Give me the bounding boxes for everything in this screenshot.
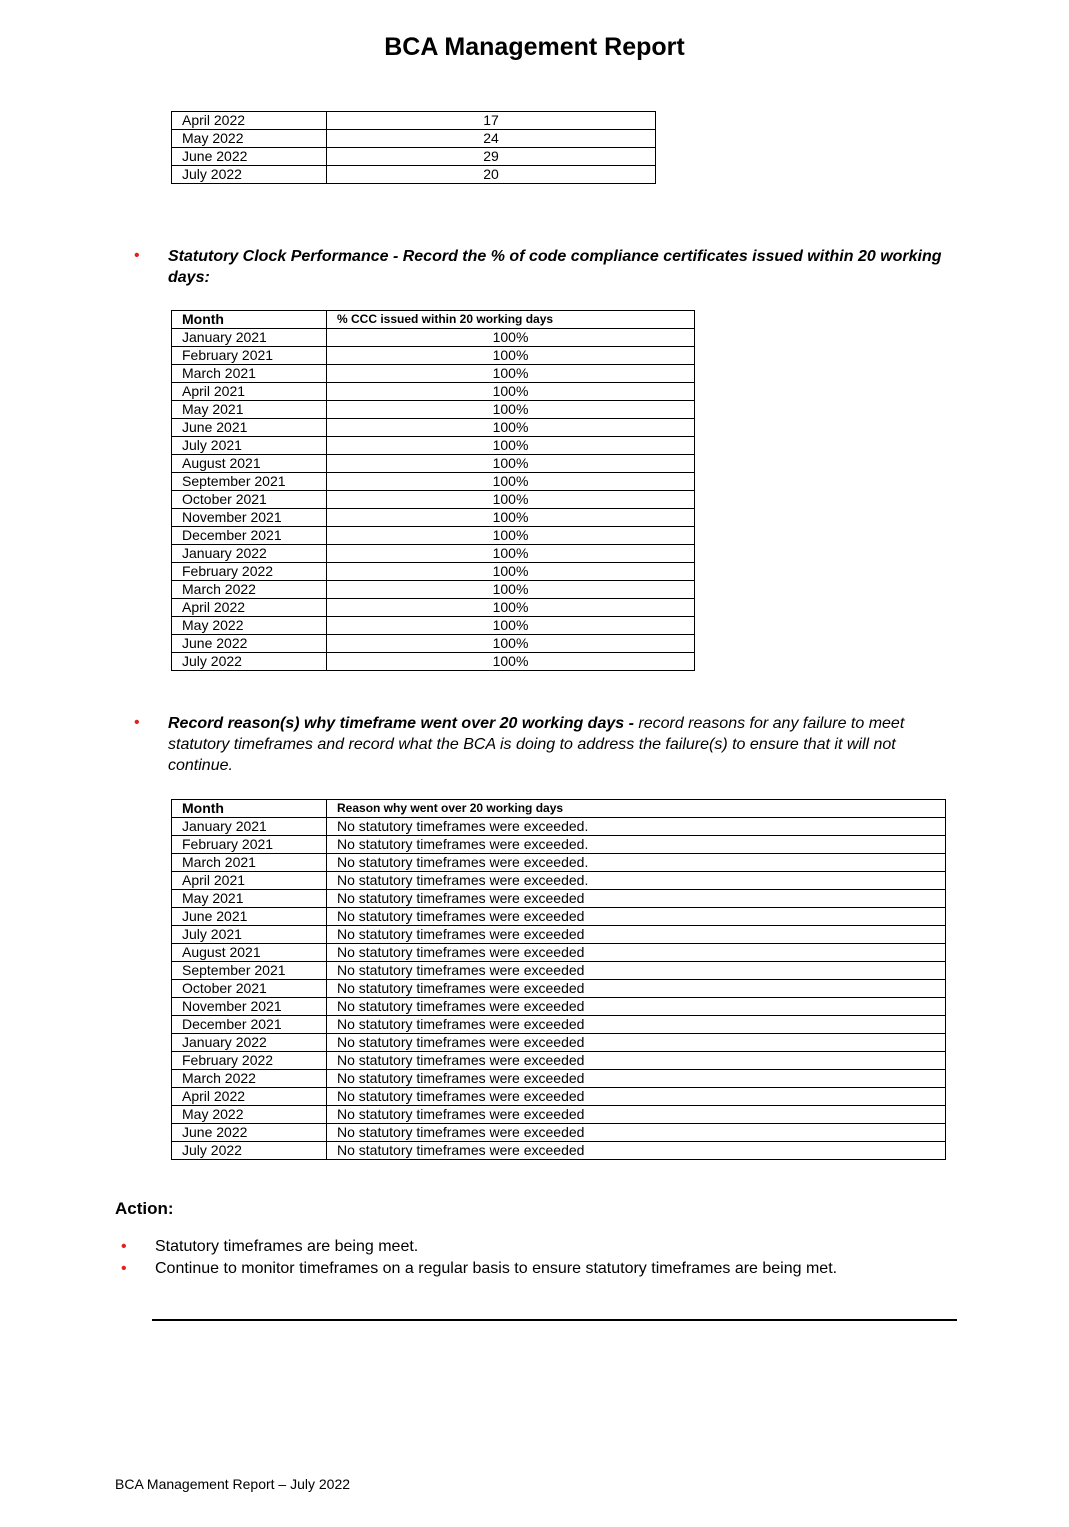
month-cell: April 2021 bbox=[172, 872, 327, 890]
reason-cell: No statutory timeframes were exceeded. bbox=[327, 854, 946, 872]
table-row bbox=[172, 1016, 946, 1034]
reason-cell: No statutory timeframes were exceeded. bbox=[327, 836, 946, 854]
month-cell: August 2021 bbox=[172, 455, 327, 473]
month-cell: October 2021 bbox=[172, 491, 327, 509]
value-cell: 24 bbox=[327, 130, 656, 148]
reason-cell: No statutory timeframes were exceeded bbox=[327, 1070, 946, 1088]
month-cell: January 2022 bbox=[172, 1034, 327, 1052]
month-cell: August 2021 bbox=[172, 944, 327, 962]
month-cell: September 2021 bbox=[172, 962, 327, 980]
month-cell: January 2021 bbox=[172, 329, 327, 347]
bullet-icon: • bbox=[121, 1238, 127, 1255]
table-row bbox=[172, 383, 695, 401]
table-row bbox=[172, 545, 695, 563]
table-row bbox=[172, 872, 946, 890]
monthly-count-table bbox=[171, 111, 656, 184]
percent-cell: 100% bbox=[327, 635, 695, 653]
reason-cell: No statutory timeframes were exceeded bbox=[327, 980, 946, 998]
reason-cell: No statutory timeframes were exceeded. bbox=[327, 818, 946, 836]
month-cell: December 2021 bbox=[172, 527, 327, 545]
table-row bbox=[172, 926, 946, 944]
col-header-reason: Reason why went over 20 working days bbox=[327, 800, 946, 818]
table-row bbox=[172, 1124, 946, 1142]
table-row bbox=[172, 962, 946, 980]
ccc-performance-table bbox=[171, 310, 695, 671]
month-cell: December 2021 bbox=[172, 1016, 327, 1034]
month-cell: September 2021 bbox=[172, 473, 327, 491]
table-row bbox=[172, 617, 695, 635]
month-cell: February 2022 bbox=[172, 563, 327, 581]
table-row bbox=[172, 563, 695, 581]
month-cell: April 2021 bbox=[172, 383, 327, 401]
value-cell: 17 bbox=[327, 112, 656, 130]
reason-cell: No statutory timeframes were exceeded bbox=[327, 890, 946, 908]
percent-cell: 100% bbox=[327, 491, 695, 509]
month-cell: July 2022 bbox=[172, 1142, 327, 1160]
percent-cell: 100% bbox=[327, 419, 695, 437]
bullet-icon: • bbox=[121, 1260, 127, 1277]
col-header-ccc: % CCC issued within 20 working days bbox=[327, 311, 695, 329]
percent-cell: 100% bbox=[327, 509, 695, 527]
percent-cell: 100% bbox=[327, 401, 695, 419]
percent-cell: 100% bbox=[327, 329, 695, 347]
table-row bbox=[172, 130, 656, 148]
month-cell: June 2021 bbox=[172, 908, 327, 926]
table-row bbox=[172, 473, 695, 491]
reason-cell: No statutory timeframes were exceeded bbox=[327, 1088, 946, 1106]
section-statutory-clock bbox=[168, 246, 948, 288]
percent-cell: 100% bbox=[327, 617, 695, 635]
month-cell: May 2021 bbox=[172, 890, 327, 908]
month-cell: June 2022 bbox=[172, 635, 327, 653]
table-row bbox=[172, 635, 695, 653]
table-row bbox=[172, 944, 946, 962]
table-row bbox=[172, 818, 946, 836]
month-cell: April 2022 bbox=[172, 1088, 327, 1106]
table-row bbox=[172, 1088, 946, 1106]
page-title: BCA Management Report bbox=[384, 33, 685, 61]
value-cell: 29 bbox=[327, 148, 656, 166]
reason-cell: No statutory timeframes were exceeded bbox=[327, 1142, 946, 1160]
month-cell: March 2021 bbox=[172, 365, 327, 383]
table-row bbox=[172, 1070, 946, 1088]
month-cell: July 2022 bbox=[172, 653, 327, 671]
percent-cell: 100% bbox=[327, 365, 695, 383]
percent-cell: 100% bbox=[327, 653, 695, 671]
reason-cell: No statutory timeframes were exceeded bbox=[327, 1016, 946, 1034]
table-row bbox=[172, 419, 695, 437]
month-cell: November 2021 bbox=[172, 998, 327, 1016]
month-cell: January 2021 bbox=[172, 818, 327, 836]
col-header-month: Month bbox=[172, 800, 327, 818]
reason-cell: No statutory timeframes were exceeded bbox=[327, 998, 946, 1016]
table-row bbox=[172, 1142, 946, 1160]
table-row bbox=[172, 148, 656, 166]
table-row bbox=[172, 329, 695, 347]
table-row bbox=[172, 1106, 946, 1124]
table-row bbox=[172, 890, 946, 908]
month-cell: July 2021 bbox=[172, 437, 327, 455]
section-reasons-bold: Record reason(s) why timeframe went over 20 working days - bbox=[168, 715, 634, 732]
month-cell: April 2022 bbox=[172, 112, 327, 130]
table-row bbox=[172, 437, 695, 455]
month-cell: February 2021 bbox=[172, 347, 327, 365]
table-row bbox=[172, 347, 695, 365]
divider bbox=[152, 1319, 957, 1321]
month-cell: November 2021 bbox=[172, 509, 327, 527]
action-heading: Action: bbox=[115, 1199, 174, 1218]
month-cell: June 2022 bbox=[172, 1124, 327, 1142]
table-row bbox=[172, 455, 695, 473]
table-row bbox=[172, 980, 946, 998]
percent-cell: 100% bbox=[327, 563, 695, 581]
table-row bbox=[172, 599, 695, 617]
reason-cell: No statutory timeframes were exceeded. bbox=[327, 872, 946, 890]
table-row bbox=[172, 509, 695, 527]
month-cell: June 2021 bbox=[172, 419, 327, 437]
reasons-table bbox=[171, 799, 946, 1160]
reason-cell: No statutory timeframes were exceeded bbox=[327, 1034, 946, 1052]
month-cell: March 2022 bbox=[172, 581, 327, 599]
month-cell: February 2021 bbox=[172, 836, 327, 854]
table-row bbox=[172, 998, 946, 1016]
percent-cell: 100% bbox=[327, 437, 695, 455]
section-reasons bbox=[168, 713, 958, 776]
action-item: Continue to monitor timeframes on a regular basis to ensure statutory timeframes are being met. bbox=[155, 1260, 838, 1277]
table-row bbox=[172, 836, 946, 854]
reason-cell: No statutory timeframes were exceeded bbox=[327, 1052, 946, 1070]
month-cell: May 2021 bbox=[172, 401, 327, 419]
month-cell: October 2021 bbox=[172, 980, 327, 998]
percent-cell: 100% bbox=[327, 545, 695, 563]
percent-cell: 100% bbox=[327, 383, 695, 401]
month-cell: July 2021 bbox=[172, 926, 327, 944]
reason-cell: No statutory timeframes were exceeded bbox=[327, 1124, 946, 1142]
section-statutory-clock-text: Statutory Clock Performance - Record the % of code compliance certificates issued within 20 working days: bbox=[168, 248, 942, 286]
section-reasons-text: record reasons for any failure to meet statutory timeframes and record what the BCA is doing to address the failure(s) to ensure that it will not continue. bbox=[168, 715, 905, 774]
month-cell: March 2022 bbox=[172, 1070, 327, 1088]
percent-cell: 100% bbox=[327, 599, 695, 617]
col-header-month: Month bbox=[172, 311, 327, 329]
month-cell: February 2022 bbox=[172, 1052, 327, 1070]
month-cell: April 2022 bbox=[172, 599, 327, 617]
percent-cell: 100% bbox=[327, 473, 695, 491]
table-row bbox=[172, 653, 695, 671]
reason-cell: No statutory timeframes were exceeded bbox=[327, 1106, 946, 1124]
value-cell: 20 bbox=[327, 166, 656, 184]
reason-cell: No statutory timeframes were exceeded bbox=[327, 944, 946, 962]
percent-cell: 100% bbox=[327, 347, 695, 365]
table-row bbox=[172, 854, 946, 872]
percent-cell: 100% bbox=[327, 581, 695, 599]
month-cell: March 2021 bbox=[172, 854, 327, 872]
reason-cell: No statutory timeframes were exceeded bbox=[327, 908, 946, 926]
table-row bbox=[172, 365, 695, 383]
percent-cell: 100% bbox=[327, 527, 695, 545]
reason-cell: No statutory timeframes were exceeded bbox=[327, 962, 946, 980]
table-row bbox=[172, 908, 946, 926]
table-row bbox=[172, 112, 656, 130]
bullet-icon: • bbox=[134, 247, 140, 264]
table-row bbox=[172, 166, 656, 184]
action-item: Statutory timeframes are being meet. bbox=[155, 1238, 419, 1255]
table-row bbox=[172, 581, 695, 599]
bullet-icon: • bbox=[134, 714, 140, 731]
percent-cell: 100% bbox=[327, 455, 695, 473]
reason-cell: No statutory timeframes were exceeded bbox=[327, 926, 946, 944]
month-cell: July 2022 bbox=[172, 166, 327, 184]
table-row bbox=[172, 527, 695, 545]
month-cell: May 2022 bbox=[172, 617, 327, 635]
month-cell: January 2022 bbox=[172, 545, 327, 563]
month-cell: June 2022 bbox=[172, 148, 327, 166]
table-row bbox=[172, 401, 695, 419]
page-footer: BCA Management Report – July 2022 bbox=[115, 1476, 351, 1492]
month-cell: May 2022 bbox=[172, 130, 327, 148]
table-row bbox=[172, 1034, 946, 1052]
month-cell: May 2022 bbox=[172, 1106, 327, 1124]
table-row bbox=[172, 1052, 946, 1070]
table-row bbox=[172, 491, 695, 509]
